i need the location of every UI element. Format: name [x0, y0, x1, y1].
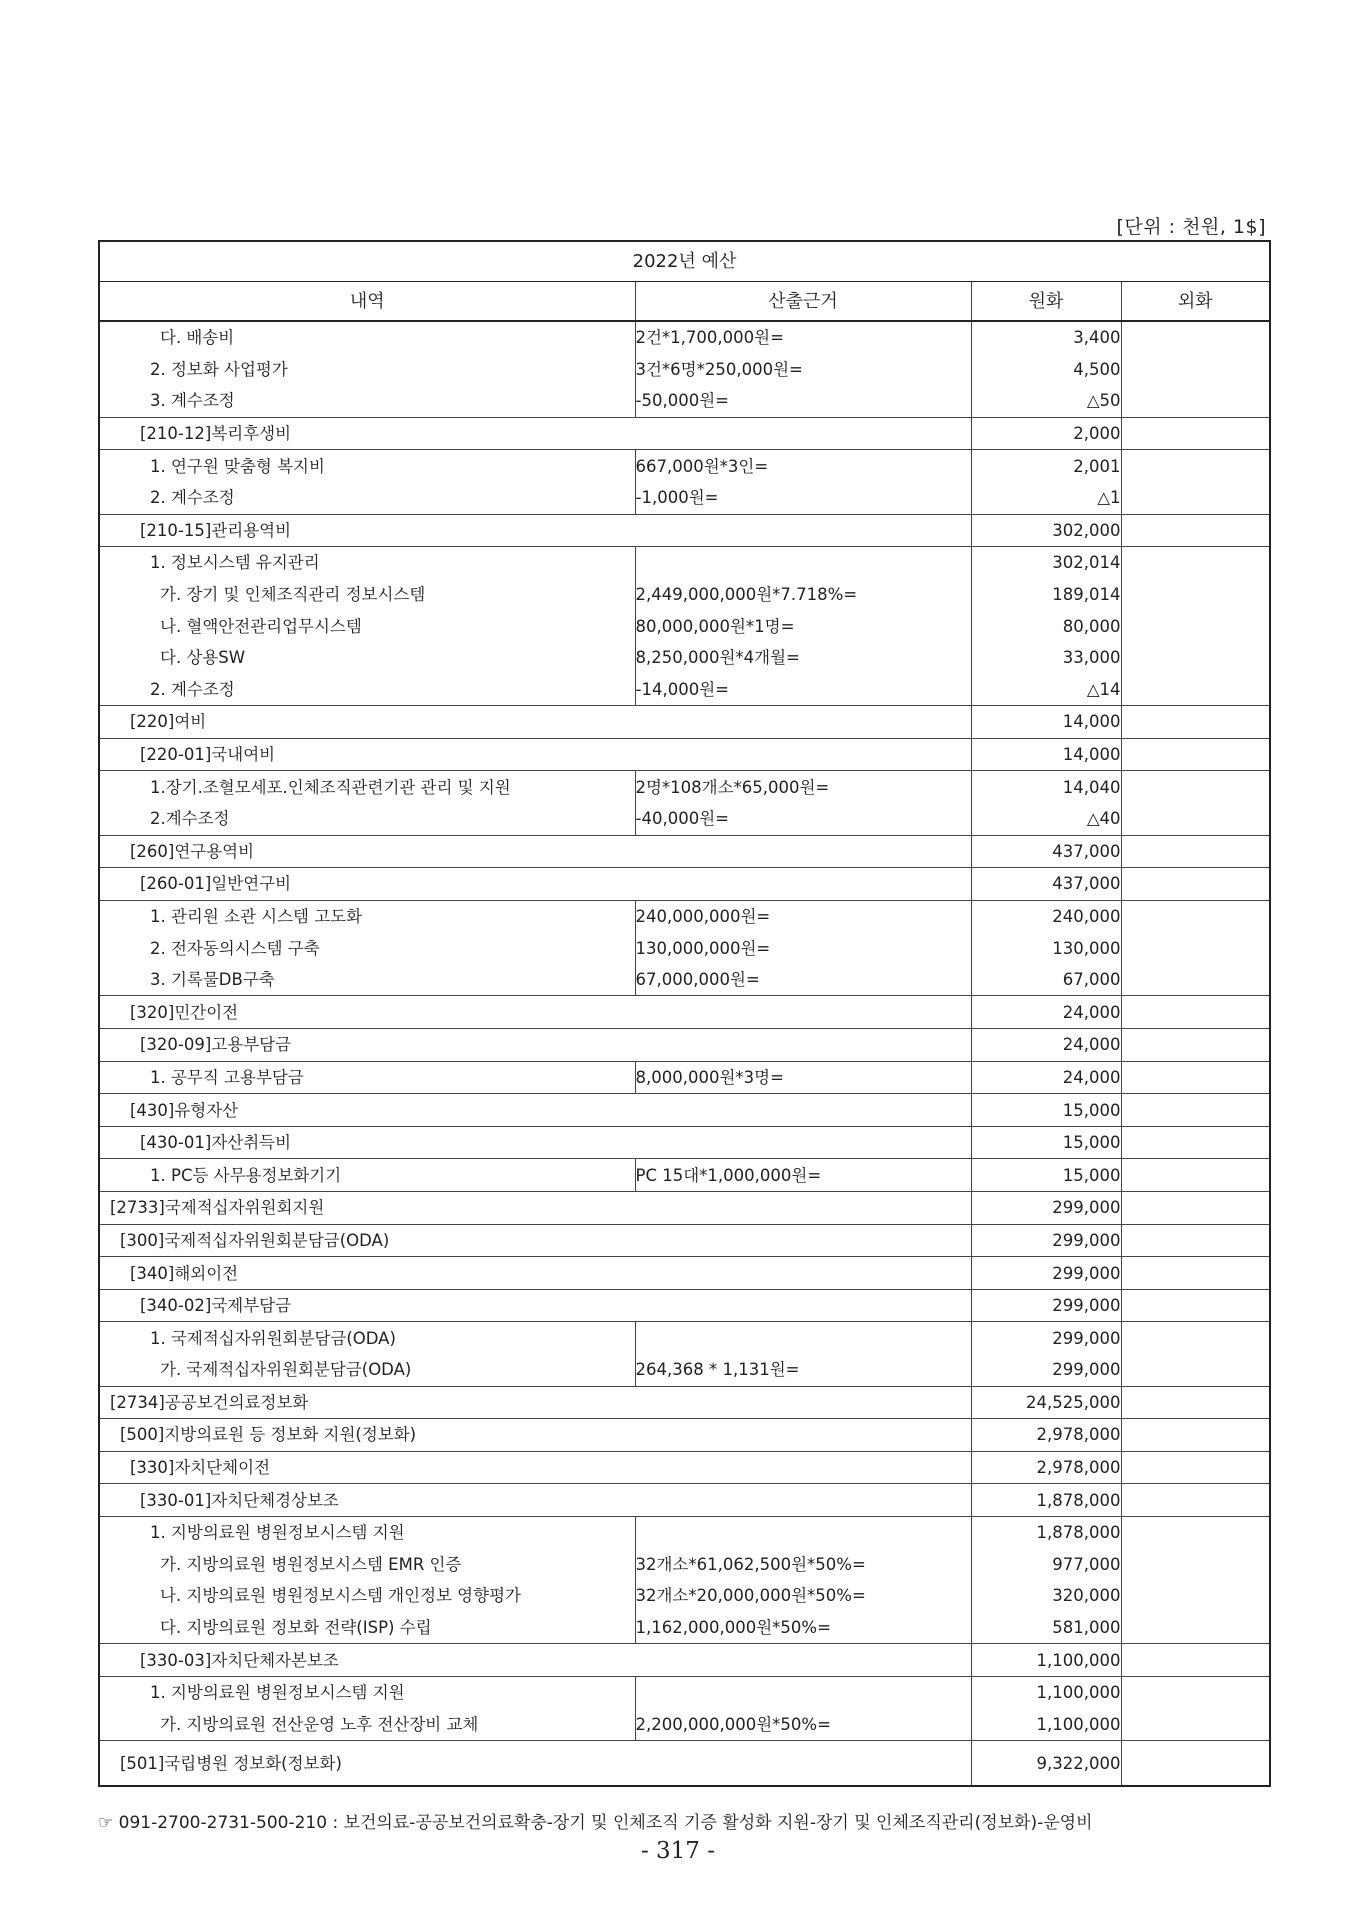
table-row	[99, 1257, 1270, 1290]
table-row	[99, 1094, 1270, 1127]
row-foreign-amount	[1121, 1159, 1270, 1192]
row-basis: 80,000,000원*1명=	[635, 610, 971, 642]
footnote: ☞ 091-2700-2731-500-210 : 보건의료-공공보건의료확충-장기 및 인체조직 기증 활성화 지원-장기 및 인체조직관리(정보화)-운영비	[98, 1813, 1093, 1833]
row-basis	[635, 547, 971, 579]
row-foreign-amount	[1121, 1516, 1270, 1548]
row-basis: 2,200,000,000원*50%=	[635, 1709, 971, 1741]
row-basis: 3건*6명*250,000원=	[635, 354, 971, 386]
table-row	[99, 1451, 1270, 1484]
table-row	[99, 771, 1270, 803]
header-foreign: 외화	[1121, 282, 1270, 322]
row-won-amount: 240,000	[971, 900, 1121, 932]
row-foreign-amount	[1121, 1484, 1270, 1517]
row-won-amount: 14,040	[971, 771, 1121, 803]
row-won-amount: 33,000	[971, 642, 1121, 674]
row-won-amount: 14,000	[971, 738, 1121, 771]
row-basis: 32개소*61,062,500원*50%=	[635, 1549, 971, 1581]
table-row	[99, 1644, 1270, 1677]
row-won-amount: 24,000	[971, 1061, 1121, 1094]
row-foreign-amount	[1121, 803, 1270, 835]
budget-table	[98, 240, 1271, 1787]
row-description: [320]민간이전	[99, 996, 971, 1029]
row-foreign-amount	[1121, 1224, 1270, 1257]
row-basis: PC 15대*1,000,000원=	[635, 1159, 971, 1192]
row-foreign-amount	[1121, 996, 1270, 1029]
row-description: 2.계수조정	[99, 803, 635, 835]
row-won-amount: 299,000	[971, 1192, 1121, 1225]
table-row	[99, 996, 1270, 1029]
table-row	[99, 674, 1270, 706]
row-foreign-amount	[1121, 579, 1270, 611]
row-foreign-amount	[1121, 610, 1270, 642]
row-description: 1. 연구원 맞춤형 복지비	[99, 450, 635, 482]
row-description: [260-01]일반연구비	[99, 868, 971, 901]
table-row	[99, 385, 1270, 417]
row-won-amount: 1,100,000	[971, 1644, 1121, 1677]
row-won-amount: 299,000	[971, 1224, 1121, 1257]
row-description: [430-01]자산취득비	[99, 1126, 971, 1159]
row-won-amount: 67,000	[971, 964, 1121, 996]
row-description: 2. 계수조정	[99, 482, 635, 514]
row-foreign-amount	[1121, 1644, 1270, 1677]
row-description: 나. 지방의료원 병원정보시스템 개인정보 영향평가	[99, 1580, 635, 1612]
row-description: [2733]국제적십자위원회지원	[99, 1192, 971, 1225]
table-row	[99, 514, 1270, 547]
row-description: 3. 계수조정	[99, 385, 635, 417]
table-row	[99, 1580, 1270, 1612]
table-row	[99, 1549, 1270, 1581]
table-row	[99, 932, 1270, 964]
row-won-amount: 24,000	[971, 996, 1121, 1029]
table-row	[99, 900, 1270, 932]
row-foreign-amount	[1121, 1094, 1270, 1127]
row-description: 가. 장기 및 인체조직관리 정보시스템	[99, 579, 635, 611]
row-foreign-amount	[1121, 417, 1270, 450]
row-foreign-amount	[1121, 1580, 1270, 1612]
row-basis: 264,368 * 1,131원=	[635, 1354, 971, 1386]
row-foreign-amount	[1121, 514, 1270, 547]
row-foreign-amount	[1121, 674, 1270, 706]
table-row	[99, 1516, 1270, 1548]
unit-note: [단위 : 천원, 1$]	[1116, 216, 1266, 238]
table-row	[99, 321, 1270, 354]
row-description: 2. 계수조정	[99, 674, 635, 706]
row-description: 2. 전자동의시스템 구축	[99, 932, 635, 964]
row-foreign-amount	[1121, 932, 1270, 964]
row-won-amount: 4,500	[971, 354, 1121, 386]
row-foreign-amount	[1121, 482, 1270, 514]
row-foreign-amount	[1121, 354, 1270, 386]
row-won-amount: 9,322,000	[971, 1741, 1121, 1787]
row-description: 가. 국제적십자위원회분담금(ODA)	[99, 1354, 635, 1386]
row-foreign-amount	[1121, 642, 1270, 674]
row-foreign-amount	[1121, 738, 1270, 771]
row-basis: -40,000원=	[635, 803, 971, 835]
row-description: [340-02]국제부담금	[99, 1289, 971, 1322]
row-won-amount: 299,000	[971, 1322, 1121, 1354]
row-foreign-amount	[1121, 450, 1270, 482]
row-won-amount: △14	[971, 674, 1121, 706]
row-foreign-amount	[1121, 1354, 1270, 1386]
table-row	[99, 547, 1270, 579]
table-row	[99, 1224, 1270, 1257]
row-won-amount: 302,014	[971, 547, 1121, 579]
row-foreign-amount	[1121, 547, 1270, 579]
row-basis: 2,449,000,000원*7.718%=	[635, 579, 971, 611]
table-row	[99, 579, 1270, 611]
row-won-amount: 299,000	[971, 1354, 1121, 1386]
row-basis: 2명*108개소*65,000원=	[635, 771, 971, 803]
row-foreign-amount	[1121, 1061, 1270, 1094]
row-description: [210-12]복리후생비	[99, 417, 971, 450]
row-foreign-amount	[1121, 1029, 1270, 1062]
table-row	[99, 964, 1270, 996]
row-basis: 8,250,000원*4개월=	[635, 642, 971, 674]
page-number: - 317 -	[640, 1838, 716, 1864]
row-basis: 32개소*20,000,000원*50%=	[635, 1580, 971, 1612]
row-description: 1. 지방의료원 병원정보시스템 지원	[99, 1516, 635, 1548]
row-description: 가. 지방의료원 전산운영 노후 전산장비 교체	[99, 1709, 635, 1741]
row-won-amount: 2,000	[971, 417, 1121, 450]
row-foreign-amount	[1121, 1322, 1270, 1354]
row-description: 1. 정보시스템 유지관리	[99, 547, 635, 579]
row-description: 1. 공무직 고용부담금	[99, 1061, 635, 1094]
row-won-amount: 2,978,000	[971, 1419, 1121, 1452]
header-description: 내역	[99, 282, 635, 322]
row-description: 1. 국제적십자위원회분담금(ODA)	[99, 1322, 635, 1354]
table-row	[99, 868, 1270, 901]
row-foreign-amount	[1121, 1451, 1270, 1484]
row-basis	[635, 1676, 971, 1708]
table-row	[99, 1709, 1270, 1741]
row-foreign-amount	[1121, 1126, 1270, 1159]
row-foreign-amount	[1121, 706, 1270, 739]
table-row	[99, 738, 1270, 771]
row-foreign-amount	[1121, 900, 1270, 932]
table-row	[99, 642, 1270, 674]
row-basis: 1,162,000,000원*50%=	[635, 1612, 971, 1644]
row-description: 다. 지방의료원 정보화 전략(ISP) 수립	[99, 1612, 635, 1644]
table-row	[99, 1322, 1270, 1354]
table-row	[99, 1484, 1270, 1517]
row-description: [2734]공공보건의료정보화	[99, 1386, 971, 1419]
row-basis: -50,000원=	[635, 385, 971, 417]
row-foreign-amount	[1121, 1386, 1270, 1419]
row-description: [501]국립병원 정보화(정보화)	[99, 1741, 971, 1787]
table-row	[99, 1354, 1270, 1386]
row-foreign-amount	[1121, 1257, 1270, 1290]
row-won-amount: 15,000	[971, 1094, 1121, 1127]
table-title: 2022년 예산	[99, 241, 1270, 282]
row-basis: 8,000,000원*3명=	[635, 1061, 971, 1094]
row-won-amount: 3,400	[971, 321, 1121, 354]
row-basis	[635, 1322, 971, 1354]
table-row	[99, 1029, 1270, 1062]
row-won-amount: 2,978,000	[971, 1451, 1121, 1484]
row-won-amount: 2,001	[971, 450, 1121, 482]
row-foreign-amount	[1121, 868, 1270, 901]
row-basis: 2건*1,700,000원=	[635, 321, 971, 354]
row-basis: 67,000,000원=	[635, 964, 971, 996]
table-row	[99, 1612, 1270, 1644]
row-basis	[635, 1516, 971, 1548]
table-row	[99, 1289, 1270, 1322]
row-description: [430]유형자산	[99, 1094, 971, 1127]
row-won-amount: 1,100,000	[971, 1676, 1121, 1708]
row-description: [220-01]국내여비	[99, 738, 971, 771]
row-description: [330-03]자치단체자본보조	[99, 1644, 971, 1677]
row-description: 1. 관리원 소관 시스템 고도화	[99, 900, 635, 932]
table-row	[99, 1676, 1270, 1708]
row-description: [320-09]고용부담금	[99, 1029, 971, 1062]
row-foreign-amount	[1121, 1676, 1270, 1708]
row-description: 다. 상용SW	[99, 642, 635, 674]
header-won: 원화	[971, 282, 1121, 322]
table-row	[99, 1419, 1270, 1452]
row-won-amount: 24,525,000	[971, 1386, 1121, 1419]
row-won-amount: △50	[971, 385, 1121, 417]
header-basis: 산출근거	[635, 282, 971, 322]
row-won-amount: 15,000	[971, 1126, 1121, 1159]
table-row	[99, 1741, 1270, 1787]
row-basis: -1,000원=	[635, 482, 971, 514]
table-body	[99, 321, 1270, 1786]
row-foreign-amount	[1121, 1741, 1270, 1787]
row-description: [260]연구용역비	[99, 835, 971, 868]
table-row	[99, 1061, 1270, 1094]
row-description: 3. 기록물DB구축	[99, 964, 635, 996]
row-foreign-amount	[1121, 964, 1270, 996]
table-row	[99, 803, 1270, 835]
table-row	[99, 482, 1270, 514]
table-row	[99, 835, 1270, 868]
row-won-amount: △1	[971, 482, 1121, 514]
row-won-amount: 130,000	[971, 932, 1121, 964]
row-won-amount: 581,000	[971, 1612, 1121, 1644]
row-basis: -14,000원=	[635, 674, 971, 706]
row-foreign-amount	[1121, 321, 1270, 354]
table-row	[99, 1386, 1270, 1419]
row-won-amount: 302,000	[971, 514, 1121, 547]
row-won-amount: 15,000	[971, 1159, 1121, 1192]
row-basis: 667,000원*3인=	[635, 450, 971, 482]
row-description: [500]지방의료원 등 정보화 지원(정보화)	[99, 1419, 971, 1452]
row-foreign-amount	[1121, 1709, 1270, 1741]
row-won-amount: 977,000	[971, 1549, 1121, 1581]
row-won-amount: △40	[971, 803, 1121, 835]
row-description: 1.장기.조혈모세포.인체조직관련기관 관리 및 지원	[99, 771, 635, 803]
row-foreign-amount	[1121, 1419, 1270, 1452]
row-description: 1. PC등 사무용정보화기기	[99, 1159, 635, 1192]
row-foreign-amount	[1121, 835, 1270, 868]
table-row	[99, 450, 1270, 482]
row-description: [300]국제적십자위원회분담금(ODA)	[99, 1224, 971, 1257]
row-won-amount: 24,000	[971, 1029, 1121, 1062]
row-foreign-amount	[1121, 385, 1270, 417]
row-won-amount: 1,100,000	[971, 1709, 1121, 1741]
row-basis: 240,000,000원=	[635, 900, 971, 932]
row-description: 2. 정보화 사업평가	[99, 354, 635, 386]
row-description: 1. 지방의료원 병원정보시스템 지원	[99, 1676, 635, 1708]
row-won-amount: 80,000	[971, 610, 1121, 642]
row-description: [340]해외이전	[99, 1257, 971, 1290]
row-won-amount: 14,000	[971, 706, 1121, 739]
table-row	[99, 610, 1270, 642]
row-description: [330]자치단체이전	[99, 1451, 971, 1484]
row-won-amount: 437,000	[971, 868, 1121, 901]
row-description: [220]여비	[99, 706, 971, 739]
row-won-amount: 320,000	[971, 1580, 1121, 1612]
row-won-amount: 189,014	[971, 579, 1121, 611]
row-won-amount: 299,000	[971, 1257, 1121, 1290]
row-foreign-amount	[1121, 1192, 1270, 1225]
row-description: 다. 배송비	[99, 321, 635, 354]
row-description: 가. 지방의료원 병원정보시스템 EMR 인증	[99, 1549, 635, 1581]
table-row	[99, 1159, 1270, 1192]
table-row	[99, 417, 1270, 450]
row-won-amount: 1,878,000	[971, 1516, 1121, 1548]
row-won-amount: 1,878,000	[971, 1484, 1121, 1517]
row-won-amount: 299,000	[971, 1289, 1121, 1322]
table-row	[99, 706, 1270, 739]
row-foreign-amount	[1121, 771, 1270, 803]
table-row	[99, 354, 1270, 386]
row-description: 나. 혈액안전관리업무시스템	[99, 610, 635, 642]
row-basis: 130,000,000원=	[635, 932, 971, 964]
row-won-amount: 437,000	[971, 835, 1121, 868]
table-row	[99, 1192, 1270, 1225]
row-foreign-amount	[1121, 1549, 1270, 1581]
table-row	[99, 1126, 1270, 1159]
row-foreign-amount	[1121, 1289, 1270, 1322]
row-description: [210-15]관리용역비	[99, 514, 971, 547]
row-foreign-amount	[1121, 1612, 1270, 1644]
row-description: [330-01]자치단체경상보조	[99, 1484, 971, 1517]
